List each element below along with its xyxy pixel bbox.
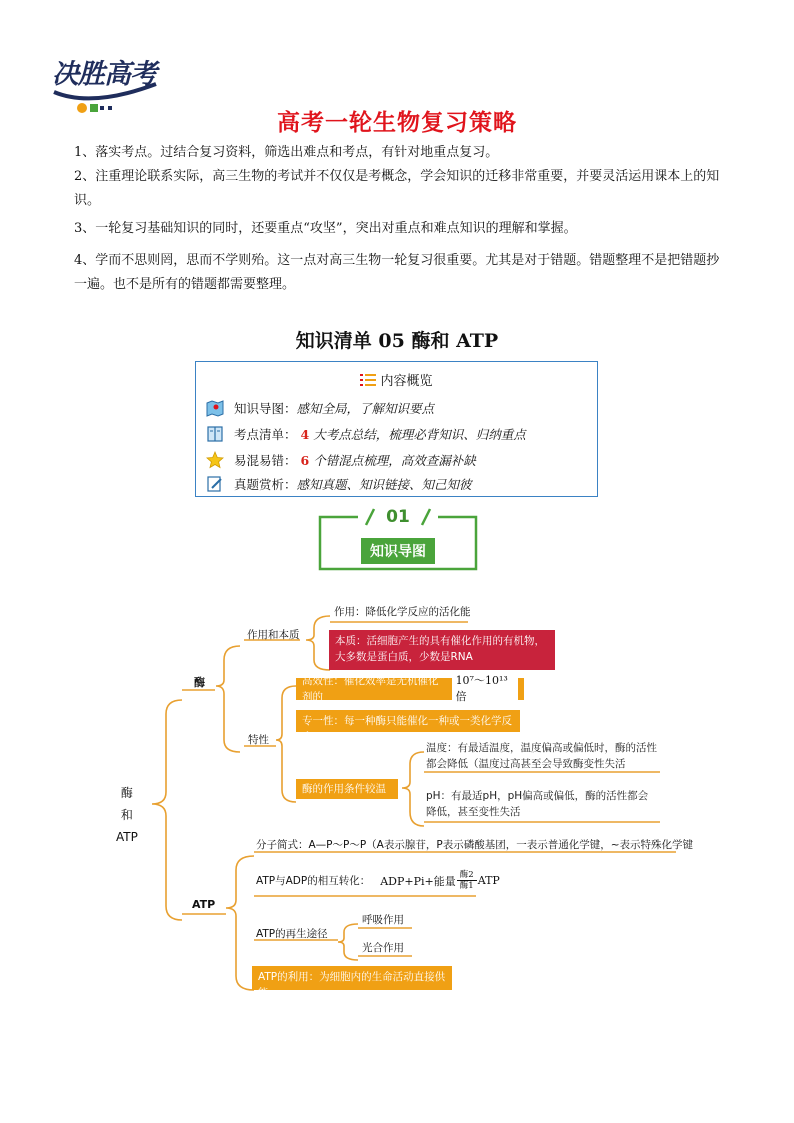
- list-icon: [360, 374, 376, 390]
- overview-num-book: 4: [300, 426, 310, 442]
- overview-label-map: 知识导图：: [234, 401, 297, 416]
- convert-left: ADP+Pi+能量: [380, 874, 456, 888]
- overview-num-star: 6: [300, 452, 310, 468]
- node-specific: 专一性：每一种酶只能催化一种或一类化学反应: [296, 710, 520, 732]
- node-respiration: 呼吸作用: [362, 914, 404, 926]
- overview-row-map: [206, 398, 434, 418]
- root-line-2: 和: [120, 808, 133, 822]
- badge-number: 01: [386, 507, 410, 527]
- badge-label: 知识导图: [361, 538, 435, 564]
- efficient-text: 高效性：催化效率是无机催化剂的: [302, 674, 439, 703]
- intro-paragraph-4: 4、学而不思则罔，思而不学则殆。这一点对高三生物一轮复习很重要。尤其是对于错题。错题整理不是把错题抄一遍。也不是所有的错题都需要整理。: [74, 253, 720, 292]
- node-function-essence: 作用和本质: [247, 629, 300, 641]
- node-efficient: [296, 673, 524, 703]
- intro-paragraph-1: 1、落实考点。过结合复习资料，筛选出难点和考点，有针对地重点复习。: [74, 145, 499, 160]
- node-convert: [256, 870, 500, 891]
- node-function: 作用：降低化学反应的活化能: [334, 606, 471, 618]
- overview-desc-book: 大考点总结，梳理必背知识、归纳重点: [313, 427, 526, 442]
- node-usage: ATP的利用：为细胞内的生命活动直接供能: [252, 966, 452, 990]
- node-traits: 特性: [248, 734, 269, 746]
- section-badge: [318, 507, 478, 587]
- overview-desc-map: 感知全局，了解知识要点: [296, 401, 435, 416]
- overview-box: [195, 361, 598, 497]
- section-title: 知识清单 05 酶和 ATP: [295, 330, 499, 352]
- convert-enzyme-bottom: 酶1: [459, 881, 474, 891]
- map-icon: [206, 399, 224, 417]
- overview-label-edit: 真题赏析：: [234, 477, 297, 492]
- overview-row-book: [206, 424, 526, 444]
- node-ph: pH：有最适pH，pH偏高或偏低，酶的活性都会降低，甚至变性失活: [426, 790, 649, 818]
- logo-text: 决胜高考: [52, 59, 156, 90]
- root-line-3: ATP: [116, 830, 138, 844]
- edit-icon: [206, 475, 224, 493]
- book-icon: [206, 425, 224, 443]
- intro-paragraph-2: 2、注重理论联系实际，高三生物的考试并不仅仅是考概念，学会知识的迁移非常重要，并要灵活运用课本上的知识。: [74, 169, 720, 208]
- overview-title: [196, 370, 597, 390]
- root-line-1: 酶: [120, 786, 133, 800]
- overview-label-star: 易混易错：: [234, 453, 297, 468]
- mind-map-root: [116, 782, 138, 848]
- convert-enzyme-top: 酶2: [459, 870, 474, 880]
- efficient-formula: 10⁷～10¹³倍: [452, 673, 518, 705]
- overview-row-edit: [206, 474, 472, 494]
- overview-title-text: 内容概览: [380, 374, 433, 389]
- overview-row-star: [206, 450, 476, 470]
- overview-label-book: 考点清单：: [234, 427, 297, 442]
- node-formula: 分子简式：A—P～P～P（A表示腺苷，P表示磷酸基团，一表示普通化学键，~表示特殊化学键: [256, 839, 693, 851]
- node-enzyme: 酶: [194, 676, 205, 689]
- convert-right: ATP: [477, 874, 500, 887]
- node-mild: 酶的作用条件较温和: [296, 779, 398, 799]
- page-title: 高考一轮生物复习策略: [277, 110, 517, 136]
- star-icon: [206, 451, 224, 469]
- node-atp: ATP: [192, 898, 216, 911]
- convert-label: ATP与ADP的相互转化：: [256, 875, 371, 887]
- mind-map: [0, 590, 794, 1010]
- node-temperature: 温度：有最适温度，温度偏高或偏低时，酶的活性都会降低（温度过高甚至会导致酶变性失活: [426, 742, 657, 770]
- overview-desc-edit: 感知真题、知识链接、知己知彼: [296, 477, 472, 492]
- node-essence: 本质：活细胞产生的具有催化作用的有机物，大多数是蛋白质，少数是RNA: [329, 630, 555, 670]
- node-regeneration: ATP的再生途径: [256, 928, 328, 940]
- intro-paragraph-3: 3、一轮复习基础知识的同时，还要重点“攻坚”，突出对重点和难点知识的理解和掌握。: [74, 221, 577, 236]
- overview-desc-star: 个错混点梳理，高效查漏补缺: [313, 453, 476, 468]
- convert-arrow: [457, 870, 477, 891]
- node-photosynthesis: 光合作用: [362, 942, 404, 954]
